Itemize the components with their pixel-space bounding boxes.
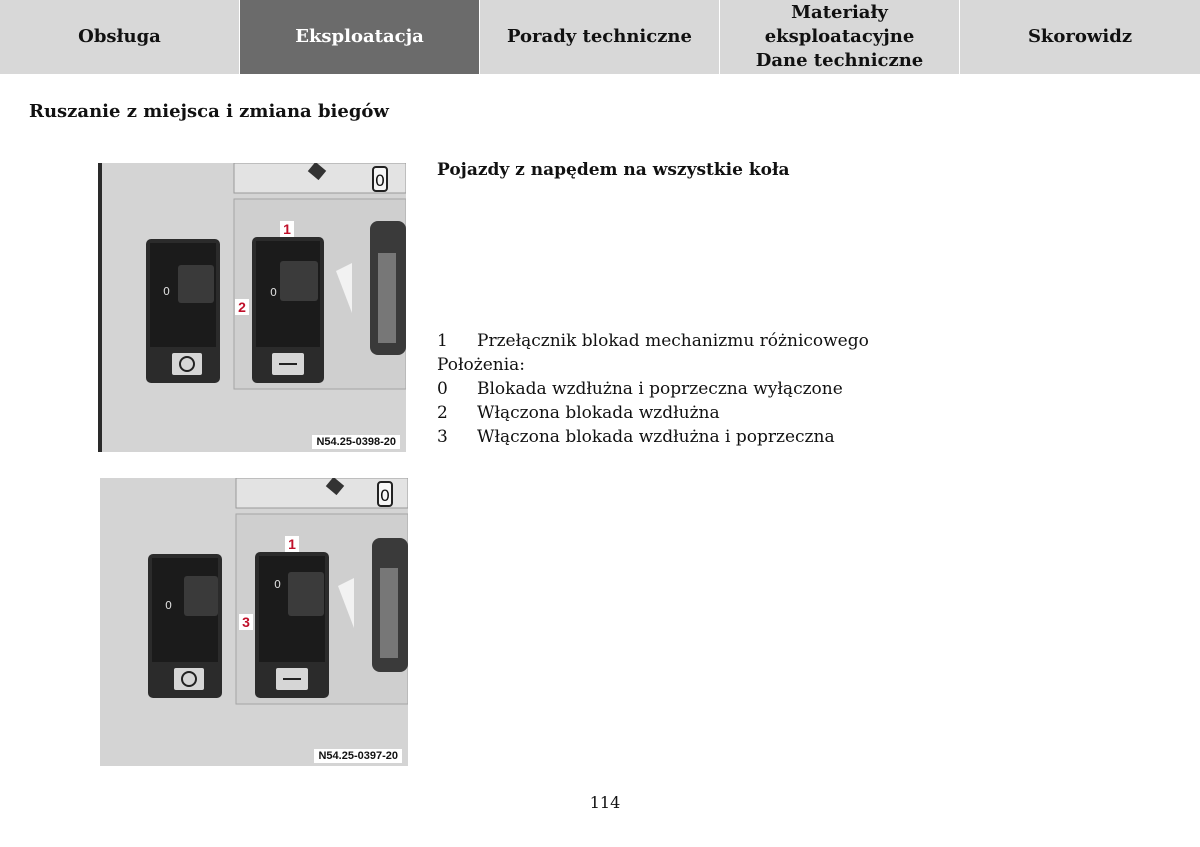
tab-label-line2: Dane techniczne [755,50,924,71]
callout-switch: 1 [288,536,296,552]
svg-text:0: 0 [274,578,281,591]
svg-text:0: 0 [163,285,170,298]
section-title: Ruszanie z miejsca i zmiana biegów [29,101,389,122]
legend-number: 1 [437,331,448,351]
legend-positions-label: Położenia: [437,355,525,375]
svg-text:0: 0 [374,171,386,190]
top-navigation-tabs [0,0,1200,74]
legend-text: Blokada wzdłużna i poprzeczna wyłączone [477,379,843,399]
legend-text: Przełącznik blokad mechanizmu różnicowego [477,331,869,351]
callout-switch: 1 [283,221,291,237]
tab-label: Porady techniczne [507,26,692,47]
tab-skorowidz[interactable] [960,0,1200,74]
legend-number: 3 [437,427,448,447]
legend-positions-label-row [437,353,869,377]
tab-label: Eksploatacja [295,26,424,47]
svg-text:0: 0 [270,286,277,299]
legend-text: Włączona blokada wzdłużna i poprzeczna [477,427,835,447]
tab-eksploatacja[interactable] [240,0,480,74]
tab-materialy-eksploatacyjne[interactable] [720,0,960,74]
svg-text:0: 0 [379,486,391,505]
legend-row [437,377,869,401]
legend-text: Włączona blokada wzdłużna [477,403,720,423]
legend-number: 0 [437,379,448,399]
callout-position: 2 [238,299,246,315]
section-heading: Pojazdy z napędem na wszystkie koła [437,160,790,180]
switch-panel-illustration [100,478,408,766]
tab-label: Obsługa [78,26,161,47]
legend-row [437,329,869,353]
legend [437,329,869,449]
svg-text:0: 0 [165,599,172,612]
figure-switch-position-3 [100,478,408,766]
tab-obsluga[interactable] [0,0,240,74]
tab-label-line1: Materiały eksploatacyjne [764,2,915,47]
tab-porady-techniczne[interactable] [480,0,720,74]
page-number: 114 [589,793,621,812]
figure-switch-position-2 [98,163,406,452]
switch-panel-illustration [98,163,406,452]
legend-number: 2 [437,403,448,423]
legend-row [437,401,869,425]
legend-row [437,425,869,449]
tab-label: Skorowidz [1027,26,1133,47]
figure-caption: N54.25-0398-20 [312,435,400,449]
figure-caption: N54.25-0397-20 [314,749,402,763]
callout-position: 3 [242,614,250,630]
